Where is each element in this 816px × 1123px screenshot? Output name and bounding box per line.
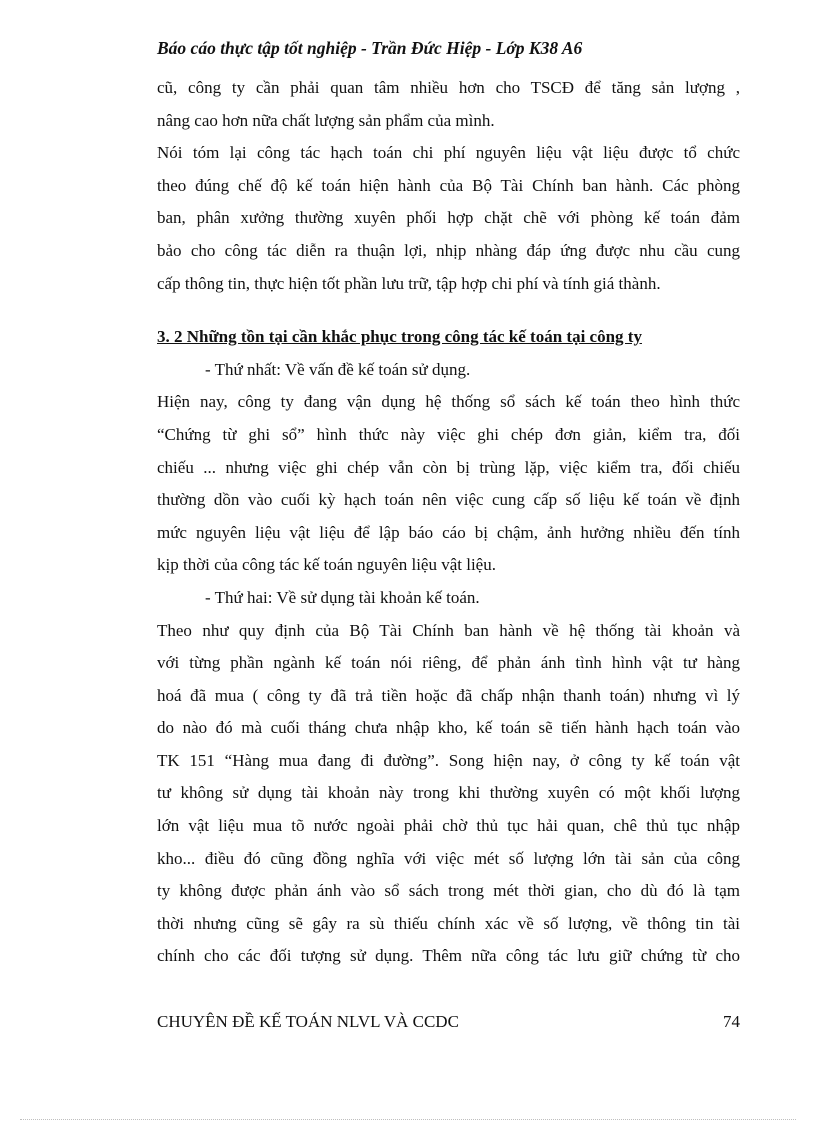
text-line: cấp thông tin, thực hiện tốt phần lưu trữ, tập hợp chi phí và tính giá thành.: [157, 273, 661, 293]
paragraph-3: [157, 386, 740, 582]
text-line: ban, phân xưởng thường xuyên phối hợp chặt chẽ với phòng kế toán đảm: [157, 208, 740, 228]
text-line: mức nguyên liệu vật liệu để lập báo cáo bị chậm, ảnh hưởng nhiều đến tính: [157, 522, 740, 542]
text-line: Theo như quy định của Bộ Tài Chính ban hành về hệ thống tài khoản và: [157, 620, 740, 640]
paragraph-2: [157, 137, 740, 300]
text-line: lớn vật liệu mua tõ nước ngoài phải chờ thủ tục hải quan, chê thủ tục nhập: [157, 816, 740, 836]
text-line: kịp thời của công tác kế toán nguyên liệu vật liệu.: [157, 555, 496, 575]
text-line: chiếu ... nhưng việc ghi chép vẫn còn bị trùng lặp, việc kiểm tra, đối chiếu: [157, 457, 740, 477]
page-header: Báo cáo thực tập tốt nghiệp - Trần Đức Hiệp - Lớp K38 A6: [157, 38, 583, 58]
text-line: với từng phần ngành kế toán nói riêng, để phản ánh tình hình vật tư hàng: [157, 653, 740, 673]
text-line: kho... điều đó cũng đồng nghĩa với việc mét số lượng lớn tài sản của công: [157, 848, 740, 868]
text-line: thường dồn vào cuối kỳ hạch toán nên việc cung cấp số liệu kế toán về định: [157, 490, 740, 510]
list-item-second: - Thứ hai: Về sử dụng tài khoản kế toán.: [205, 587, 480, 607]
text-line: nâng cao hơn nữa chất lượng sản phẩm của mình.: [157, 110, 495, 130]
text-line: hoá đã mua ( công ty đã trả tiền hoặc đã chấp nhận thanh toán) nhưng vì lý: [157, 685, 740, 705]
document-body: [157, 72, 740, 973]
text-line: TK 151 “Hàng mua đang đi đường”. Song hiện nay, ở công ty kế toán vật: [157, 750, 740, 770]
text-line: cũ, công ty cần phải quan tâm nhiều hơn cho TSCĐ để tăng sản lượng ,: [157, 78, 740, 97]
paragraph-1: [157, 72, 740, 137]
page-number: 74: [723, 1012, 740, 1031]
text-line: do nào đó mà cuối tháng chưa nhập kho, kế toán sẽ tiến hành hạch toán vào: [157, 718, 740, 738]
text-line: thời nhưng cũng sẽ gây ra sù thiếu chính xác về số lượng, về thông tin tài: [157, 913, 740, 933]
list-item-first: - Thứ nhất: Về vấn đề kế toán sử dụng.: [205, 359, 471, 379]
text-line: bảo cho công tác diễn ra thuận lợi, nhịp nhàng đáp ứng được nhu cầu cung: [157, 240, 740, 260]
page-footer: [157, 1010, 740, 1034]
text-line: ty không được phản ánh vào sổ sách trong mét thời gian, cho dù đó là tạm: [157, 881, 740, 901]
text-line: theo đúng chế độ kế toán hiện hành của Bộ Tài Chính ban hành. Các phòng: [157, 175, 740, 195]
text-line: tư không sử dụng tài khoản này trong khi thường xuyên có một khối lượng: [157, 783, 740, 803]
text-line: Hiện nay, công ty đang vận dụng hệ thống sổ sách kế toán theo hình thức: [157, 392, 740, 412]
text-line: “Chứng từ ghi sổ” hình thức này việc ghi chép đơn giản, kiểm tra, đối: [157, 424, 740, 444]
text-line: Nói tóm lại công tác hạch toán chi phí nguyên liệu vật liệu được tổ chức: [157, 143, 740, 163]
paragraph-4: [157, 615, 740, 974]
section-heading: 3. 2 Những tồn tại cần khắc phục trong công tác kế toán tại công ty: [157, 327, 642, 347]
page-bottom-divider: [20, 1119, 796, 1120]
text-line: chính cho các đối tượng sử dụng. Thêm nữa công tác lưu giữ chứng từ cho: [157, 946, 740, 966]
footer-title: CHUYÊN ĐỀ KẾ TOÁN NLVL VÀ CCDC: [157, 1012, 459, 1031]
